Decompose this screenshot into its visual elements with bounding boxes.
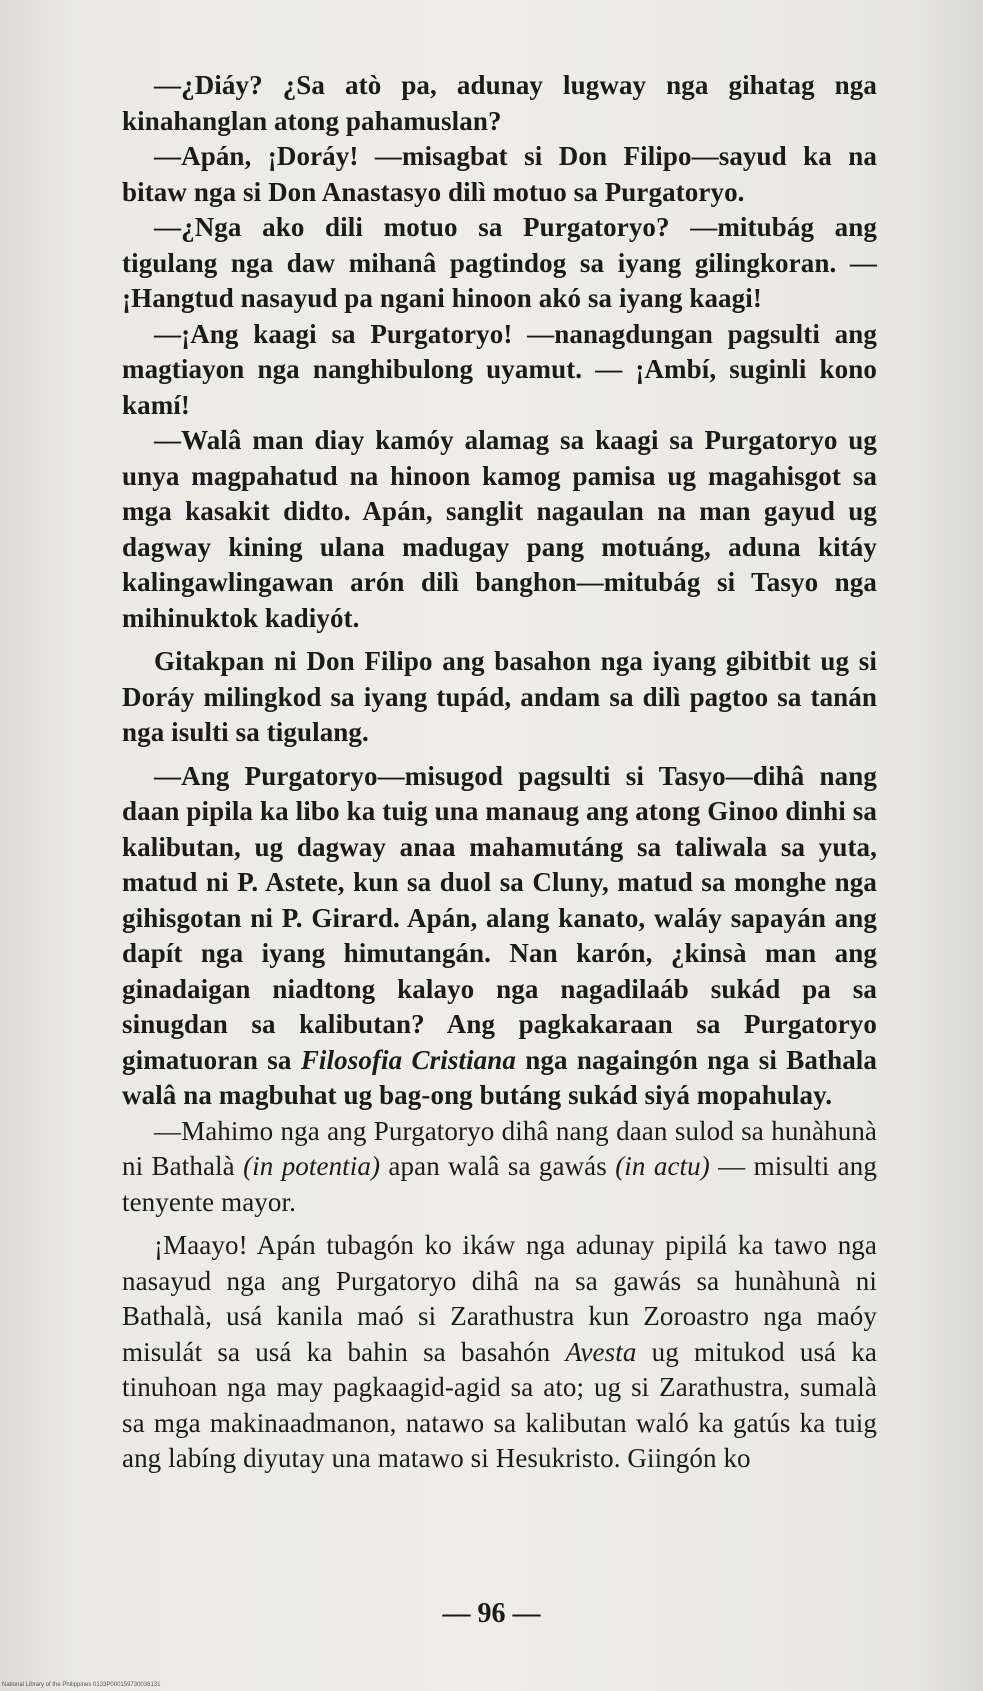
paragraph-8-tail: — misulti ang tenyente mayor. (122, 1151, 877, 1217)
paragraph-7 (122, 759, 877, 1114)
paragraph-7-text: —Ang Purgatoryo—misugod pagsulti si Tasyo—dihâ nang daan pipila ka libo ka tuig una manaug ang atong Ginoo dinhi sa kalibutan, ug dagway anaa mahamutáng sa taliwala sa yuta, matud ni P. Astete, kun sa duol sa Cluny, matud sa monghe nga gihisgotan ni P. Girard. Apán, alang kanato, waláy sapayán ang dapít nga iyang himutangán. Nan karón, ¿kinsà man ang ginadaigan niadtong kalayo nga nagadilaáb sukád pa sa sinugdan sa kalibutan? Ang pagkakaraan sa Purgatoryo gimatuoran sa (122, 760, 877, 1075)
book-title-filosofia: Filosofia Cristiana (300, 1044, 516, 1075)
paragraph-3: —¿Nga ako dili motuo sa Purgatoryo? —mitubág ang tigulang nga daw mihanâ pagtindog sa iyang gilingkoran. —¡Hangtud nasayud pa ngani hinoon akó sa iyang kaagi! (122, 212, 877, 313)
latin-in-potentia: (in potentia) (243, 1151, 381, 1181)
body-text (122, 68, 877, 1477)
paragraph-8 (122, 1114, 877, 1221)
library-footer: National Library of the Philippines 0133P000159730036131 (2, 1682, 161, 1688)
paragraph-9-text: ¡Maayo! Apán tubagón ko ikáw nga adunay pipilá ka tawo nga nasayud nga ang Purgatoryo dihâ na sa gawás sa hunàhunà ni Bathalà, usá kanila maó si Zarathustra kun Zoroastro nga maóy misulát sa usá ka bahin sa basahón (122, 1230, 877, 1367)
paragraph-8-text: —Mahimo nga ang Purgatoryo dihâ nang daan sulod sa hunàhunà ni Bathalà (122, 1115, 877, 1181)
paragraph-7-tail: nga nagaingón nga si Bathala walâ na magbuhat ug bag-ong butáng sukád siyá mopahulay. (122, 1044, 877, 1110)
latin-in-actu: (in actu) (615, 1151, 710, 1181)
paragraph-6: Gitakpan ni Don Filipo ang basahon nga iyang gibitbit ug si Doráy milingkod sa iyang tupád, andam sa dilì pagtoo sa tanán nga isulti sa tigulang. (122, 646, 877, 747)
page-number: — 96 — (442, 1598, 541, 1629)
paragraph-4: —¡Ang kaagi sa Purgatoryo! —nanagdungan pagsulti ang magtiayon nga nanghibulong uyamut. — ¡Ambí, suginli kono kamí! (122, 318, 877, 420)
book-title-avesta: Avesta (565, 1336, 637, 1367)
paragraph-8-mid: apan walâ sa gawás (388, 1151, 607, 1181)
paragraph-9 (122, 1228, 877, 1477)
paragraph-1: —¿Diáy? ¿Sa atò pa, adunay lugway nga gihatag nga kinahanglan atong pahamuslan? (122, 70, 877, 136)
paragraph-9-tail: ug mitukod usá ka tinuhoan nga may pagkaagid-agid sa ato; ug si Zarathustra, sumalà sa mga makinaadmanon, natawo sa kalibutan waló ka gatús ka tuig ang labíng diyutay una matawo si Hesukristo. Giingón ko (122, 1336, 877, 1473)
paragraph-5: —Walâ man diay kamóy alamag sa kaagi sa Purgatoryo ug unya magpahatud na hinoon kamog pamisa ug magahisgot sa mga kasakit didto. Apán, sanglit nagaulan na man gayud ug dagway kining ulana madugay pang motuáng, aduna kitáy kalingawlingawan arón dilì banghon—mitubág si Tasyo nga mihinuktok kadiyót. (122, 425, 877, 633)
paragraph-2: —Apán, ¡Doráy! —misagbat si Don Filipo—sayud ka na bitaw nga si Don Anastasyo dilì motuo sa Purgatoryo. (122, 141, 877, 207)
